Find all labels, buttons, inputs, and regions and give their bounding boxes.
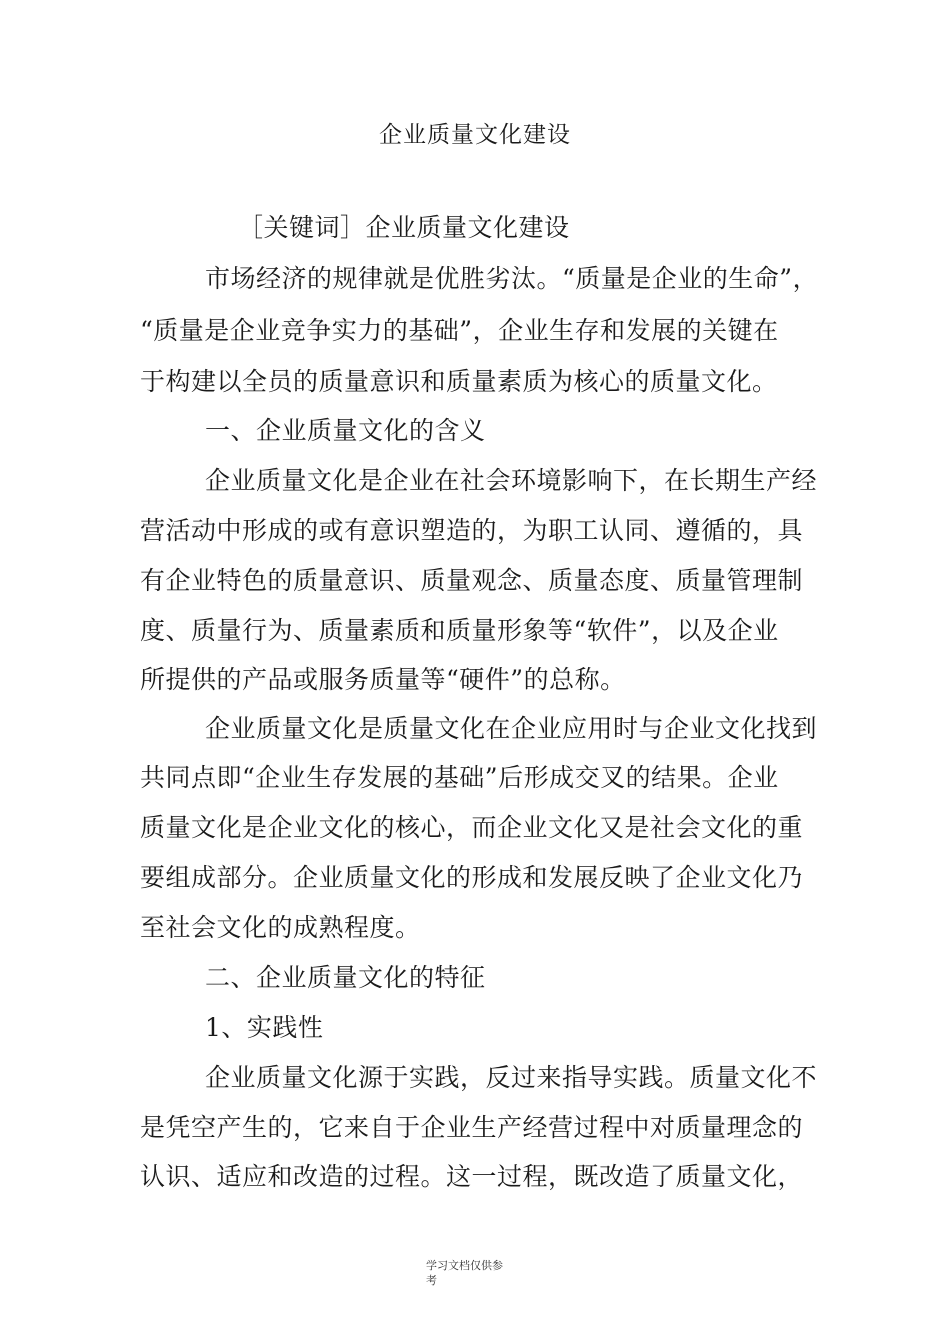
section-heading: 二、企业质量文化的特征 — [205, 963, 486, 992]
body-line: 营活动中形成的或有意识塑造的，为职工认同、遵循的，具 — [140, 516, 804, 545]
body-line: 企业质量文化是质量文化在企业应用时与企业文化找到 — [205, 714, 818, 743]
body-line: 度、质量行为、质量素质和质量形象等“软件”，以及企业 — [140, 616, 779, 645]
footer-line: 考 — [426, 1274, 437, 1287]
body-line: 有企业特色的质量意识、质量观念、质量态度、质量管理制 — [140, 566, 804, 595]
body-line: “质量是企业竞争实力的基础”，企业生存和发展的关键在 — [140, 316, 779, 345]
footer-line: 学习文档仅供参 — [426, 1259, 503, 1272]
body-line: 企业质量文化是企业在社会环境影响下，在长期生产经 — [205, 466, 818, 495]
document-title: 企业质量文化建设 — [379, 122, 571, 148]
body-line: 质量文化是企业文化的核心，而企业文化又是社会文化的重 — [140, 813, 804, 842]
body-line: 共同点即“企业生存发展的基础”后形成交叉的结果。企业 — [140, 763, 779, 792]
section-heading: 一、企业质量文化的含义 — [205, 416, 486, 445]
body-line: 于构建以全员的质量意识和质量素质为核心的质量文化。 — [140, 367, 778, 396]
body-line: 至社会文化的成熟程度。 — [140, 913, 421, 942]
keywords-line: ［关键词］企业质量文化建设 — [238, 213, 570, 242]
body-line: 企业质量文化源于实践，反过来指导实践。质量文化不 — [205, 1063, 818, 1092]
body-line: 所提供的产品或服务质量等“硬件”的总称。 — [140, 665, 626, 694]
body-line: 是凭空产生的，它来自于企业生产经营过程中对质量理念的 — [140, 1113, 804, 1142]
page-footer — [426, 1258, 536, 1288]
body-line: 认识、适应和改造的过程。这一过程，既改造了质量文化， — [140, 1162, 804, 1191]
body-line: 要组成部分。企业质量文化的形成和发展反映了企业文化乃 — [140, 863, 804, 892]
body-line: 市场经济的规律就是优胜劣汰。“质量是企业的生命”， — [205, 264, 819, 293]
subsection-heading: 1、实践性 — [205, 1013, 324, 1042]
